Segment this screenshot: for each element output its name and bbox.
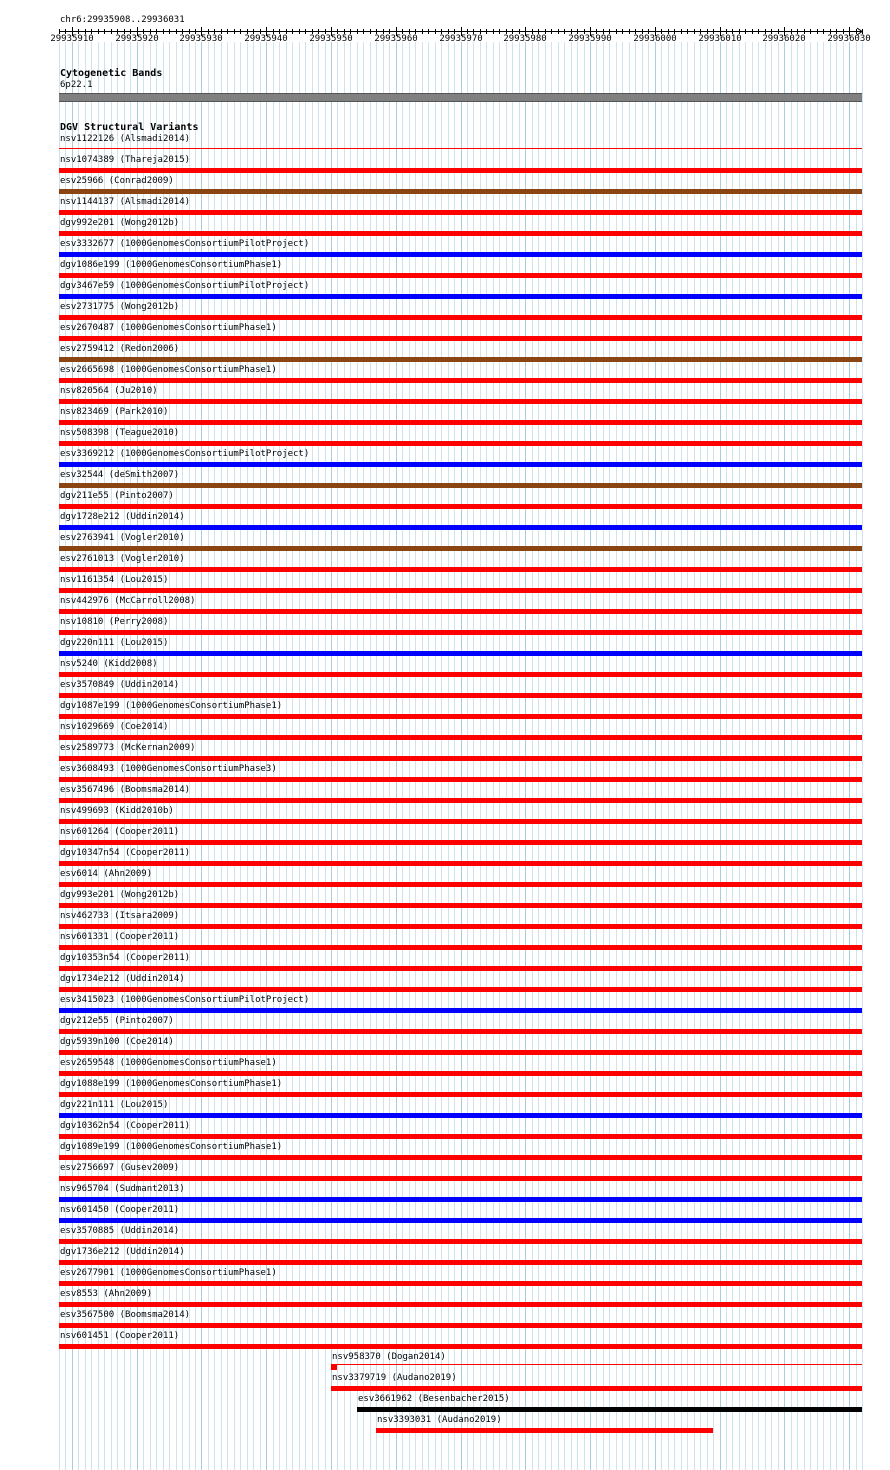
feature-label[interactable]: dgv3467e59 (1000GenomesConsortiumPilotProject) <box>60 281 310 291</box>
feature-bar[interactable] <box>59 315 862 320</box>
feature-label[interactable]: nsv442976 (McCarroll2008) <box>60 596 196 606</box>
feature-bar[interactable] <box>59 1113 862 1118</box>
feature-label[interactable]: nsv601450 (Cooper2011) <box>60 1205 180 1215</box>
feature-bar[interactable] <box>59 525 862 530</box>
region-label: chr6:29935908..29936031 <box>60 15 185 25</box>
feature-bar[interactable] <box>331 1386 862 1391</box>
feature-label[interactable]: dgv10347n54 (Cooper2011) <box>60 848 191 858</box>
feature-bar[interactable] <box>59 924 862 929</box>
cytoband-name: 6p22.1 <box>60 80 93 90</box>
feature-label[interactable]: dgv211e55 (Pinto2007) <box>60 491 174 501</box>
feature-bar[interactable] <box>59 756 862 761</box>
feature-label[interactable]: nsv1029669 (Coe2014) <box>60 722 169 732</box>
feature-bar[interactable] <box>376 1428 713 1433</box>
feature-label[interactable]: dgv992e201 (Wong2012b) <box>60 218 180 228</box>
feature-bar[interactable] <box>59 567 862 572</box>
feature-bar[interactable] <box>59 987 862 992</box>
ruler-tick-label: 29935970 <box>439 34 483 44</box>
feature-bar[interactable] <box>59 588 862 593</box>
feature-bar[interactable] <box>59 168 862 173</box>
feature-label[interactable]: nsv601264 (Cooper2011) <box>60 827 180 837</box>
feature-label[interactable]: nsv1161354 (Lou2015) <box>60 575 169 585</box>
feature-label[interactable]: esv3608493 (1000GenomesConsortiumPhase3) <box>60 764 277 774</box>
ruler-tick-label: 29936030 <box>827 34 871 44</box>
feature-bar[interactable] <box>59 336 862 341</box>
feature-bar[interactable] <box>59 231 862 236</box>
feature-bar[interactable] <box>59 735 862 740</box>
feature-label[interactable]: nsv958370 (Dogan2014) <box>332 1352 446 1362</box>
feature-bar[interactable] <box>59 630 862 635</box>
feature-bar[interactable] <box>331 1365 337 1370</box>
feature-label[interactable]: dgv1736e212 (Uddin2014) <box>60 1247 185 1257</box>
feature-bar[interactable] <box>59 1008 862 1013</box>
feature-label[interactable]: dgv10353n54 (Cooper2011) <box>60 953 191 963</box>
feature-bar[interactable] <box>59 420 862 425</box>
feature-label[interactable]: dgv212e55 (Pinto2007) <box>60 1016 174 1026</box>
feature-bar[interactable] <box>59 714 862 719</box>
feature-label[interactable]: nsv820564 (Ju2010) <box>60 386 158 396</box>
feature-label[interactable]: dgv1089e199 (1000GenomesConsortiumPhase1) <box>60 1142 283 1152</box>
feature-label[interactable]: nsv965704 (Sudmant2013) <box>60 1184 185 1194</box>
feature-label[interactable]: nsv601451 (Cooper2011) <box>60 1331 180 1341</box>
feature-bar[interactable] <box>59 148 862 149</box>
feature-bar[interactable] <box>59 1344 862 1349</box>
feature-bar[interactable] <box>59 504 862 509</box>
feature-bar[interactable] <box>59 1155 862 1160</box>
ruler-tick-label: 29936020 <box>762 34 806 44</box>
feature-bar[interactable] <box>59 777 862 782</box>
feature-label[interactable]: nsv499693 (Kidd2010b) <box>60 806 174 816</box>
feature-label[interactable]: esv3661962 (Besenbacher2015) <box>358 1394 510 1404</box>
feature-label[interactable]: dgv10362n54 (Cooper2011) <box>60 1121 191 1131</box>
feature-bar[interactable] <box>59 1071 862 1076</box>
ruler-tick-label: 29936010 <box>698 34 742 44</box>
feature-label[interactable]: esv8553 (Ahn2009) <box>60 1289 153 1299</box>
feature-label[interactable]: dgv1087e199 (1000GenomesConsortiumPhase1) <box>60 701 283 711</box>
feature-label[interactable]: dgv993e201 (Wong2012b) <box>60 890 180 900</box>
feature-label[interactable]: nsv3379719 (Audano2019) <box>332 1373 457 1383</box>
feature-label[interactable]: esv3570885 (Uddin2014) <box>60 1226 180 1236</box>
feature-label[interactable]: esv2759412 (Redon2006) <box>60 344 180 354</box>
feature-bar[interactable] <box>59 483 862 488</box>
feature-bar[interactable] <box>59 1197 862 1202</box>
feature-label[interactable]: esv3369212 (1000GenomesConsortiumPilotProject) <box>60 449 310 459</box>
feature-bar[interactable] <box>59 1323 862 1328</box>
feature-label[interactable]: esv3567500 (Boomsma2014) <box>60 1310 191 1320</box>
ruler-tick-label: 29935910 <box>50 34 94 44</box>
feature-bar[interactable] <box>59 378 862 383</box>
feature-bar[interactable] <box>59 840 862 845</box>
feature-label[interactable]: nsv3393031 (Audano2019) <box>377 1415 502 1425</box>
feature-label[interactable]: nsv508398 (Teague2010) <box>60 428 180 438</box>
feature-bar[interactable] <box>59 861 862 866</box>
feature-label[interactable]: esv2731775 (Wong2012b) <box>60 302 180 312</box>
ruler-tick-label: 29935940 <box>244 34 288 44</box>
feature-label[interactable]: nsv823469 (Park2010) <box>60 407 169 417</box>
feature-label[interactable]: nsv10810 (Perry2008) <box>60 617 169 627</box>
ruler-tick-label: 29935920 <box>115 34 159 44</box>
feature-label[interactable]: esv3332677 (1000GenomesConsortiumPilotProject) <box>60 239 310 249</box>
feature-label[interactable]: esv3567496 (Boomsma2014) <box>60 785 191 795</box>
ruler-tick-label: 29935950 <box>309 34 353 44</box>
feature-label[interactable]: esv2670487 (1000GenomesConsortiumPhase1) <box>60 323 277 333</box>
feature-bar[interactable] <box>59 609 862 614</box>
feature-label[interactable]: esv3415023 (1000GenomesConsortiumPilotProject) <box>60 995 310 1005</box>
feature-label[interactable]: nsv462733 (Itsara2009) <box>60 911 180 921</box>
feature-label[interactable]: esv2756697 (Gusev2009) <box>60 1163 180 1173</box>
feature-bar[interactable] <box>59 966 862 971</box>
feature-label[interactable]: nsv1122126 (Alsmadi2014) <box>60 134 191 144</box>
ruler-tick-label: 29936000 <box>633 34 677 44</box>
feature-bar[interactable] <box>59 1260 862 1265</box>
feature-bar[interactable] <box>59 462 862 467</box>
feature-label[interactable]: dgv5939n100 (Coe2014) <box>60 1037 174 1047</box>
feature-label[interactable]: esv3570849 (Uddin2014) <box>60 680 180 690</box>
feature-bar[interactable] <box>59 1134 862 1139</box>
feature-bar[interactable] <box>59 1302 862 1307</box>
feature-bar[interactable] <box>59 1029 862 1034</box>
feature-bar[interactable] <box>59 210 862 215</box>
feature-bar[interactable] <box>59 1092 862 1097</box>
feature-label[interactable]: dgv221n111 (Lou2015) <box>60 1100 169 1110</box>
feature-label[interactable]: nsv1144137 (Alsmadi2014) <box>60 197 191 207</box>
feature-label[interactable]: esv2589773 (McKernan2009) <box>60 743 196 753</box>
feature-bar[interactable] <box>59 882 862 887</box>
feature-bar[interactable] <box>59 399 862 404</box>
feature-bar[interactable] <box>357 1407 862 1412</box>
feature-bar[interactable] <box>59 798 862 803</box>
feature-label[interactable]: esv6014 (Ahn2009) <box>60 869 153 879</box>
feature-bar[interactable] <box>59 441 862 446</box>
feature-label[interactable]: esv25966 (Conrad2009) <box>60 176 174 186</box>
feature-bar[interactable] <box>59 1176 862 1181</box>
feature-bar[interactable] <box>59 189 862 194</box>
feature-label[interactable]: dgv1086e199 (1000GenomesConsortiumPhase1) <box>60 260 283 270</box>
feature-bar[interactable] <box>59 945 862 950</box>
feature-label[interactable]: nsv5240 (Kidd2008) <box>60 659 158 669</box>
feature-bar[interactable] <box>59 1239 862 1244</box>
feature-bar[interactable] <box>59 1050 862 1055</box>
feature-label[interactable]: esv2677901 (1000GenomesConsortiumPhase1) <box>60 1268 277 1278</box>
feature-label[interactable]: esv2763941 (Vogler2010) <box>60 533 185 543</box>
feature-bar[interactable] <box>59 1281 862 1286</box>
feature-bar[interactable] <box>59 546 862 551</box>
feature-bar[interactable] <box>59 273 862 278</box>
ruler-tick-label: 29935980 <box>503 34 547 44</box>
feature-bar[interactable] <box>59 294 862 299</box>
feature-bar[interactable] <box>59 672 862 677</box>
feature-bar[interactable] <box>59 651 862 656</box>
feature-label[interactable]: dgv220n111 (Lou2015) <box>60 638 169 648</box>
dgv-track-title[interactable]: DGV Structural Variants <box>60 122 199 133</box>
feature-bar[interactable] <box>59 903 862 908</box>
feature-connector <box>331 1364 862 1365</box>
feature-label[interactable]: nsv601331 (Cooper2011) <box>60 932 180 942</box>
feature-bar[interactable] <box>59 252 862 257</box>
feature-label[interactable]: esv32544 (deSmith2007) <box>60 470 180 480</box>
feature-bar[interactable] <box>59 819 862 824</box>
feature-label[interactable]: esv2761013 (Vogler2010) <box>60 554 185 564</box>
cytoband-bar[interactable] <box>59 93 862 102</box>
feature-label[interactable]: dgv1088e199 (1000GenomesConsortiumPhase1) <box>60 1079 283 1089</box>
feature-bar[interactable] <box>59 357 862 362</box>
feature-label[interactable]: esv2659548 (1000GenomesConsortiumPhase1) <box>60 1058 277 1068</box>
ruler-tick-label: 29935930 <box>179 34 223 44</box>
feature-label[interactable]: esv2665698 (1000GenomesConsortiumPhase1) <box>60 365 277 375</box>
feature-bar[interactable] <box>59 1218 862 1223</box>
feature-label[interactable]: dgv1728e212 (Uddin2014) <box>60 512 185 522</box>
feature-label[interactable]: nsv1074389 (Thareja2015) <box>60 155 191 165</box>
cytoband-track-title[interactable]: Cytogenetic Bands <box>60 68 163 79</box>
ruler-tick-label: 29935990 <box>568 34 612 44</box>
ruler-tick-label: 29935960 <box>374 34 418 44</box>
feature-label[interactable]: dgv1734e212 (Uddin2014) <box>60 974 185 984</box>
feature-bar[interactable] <box>59 693 862 698</box>
